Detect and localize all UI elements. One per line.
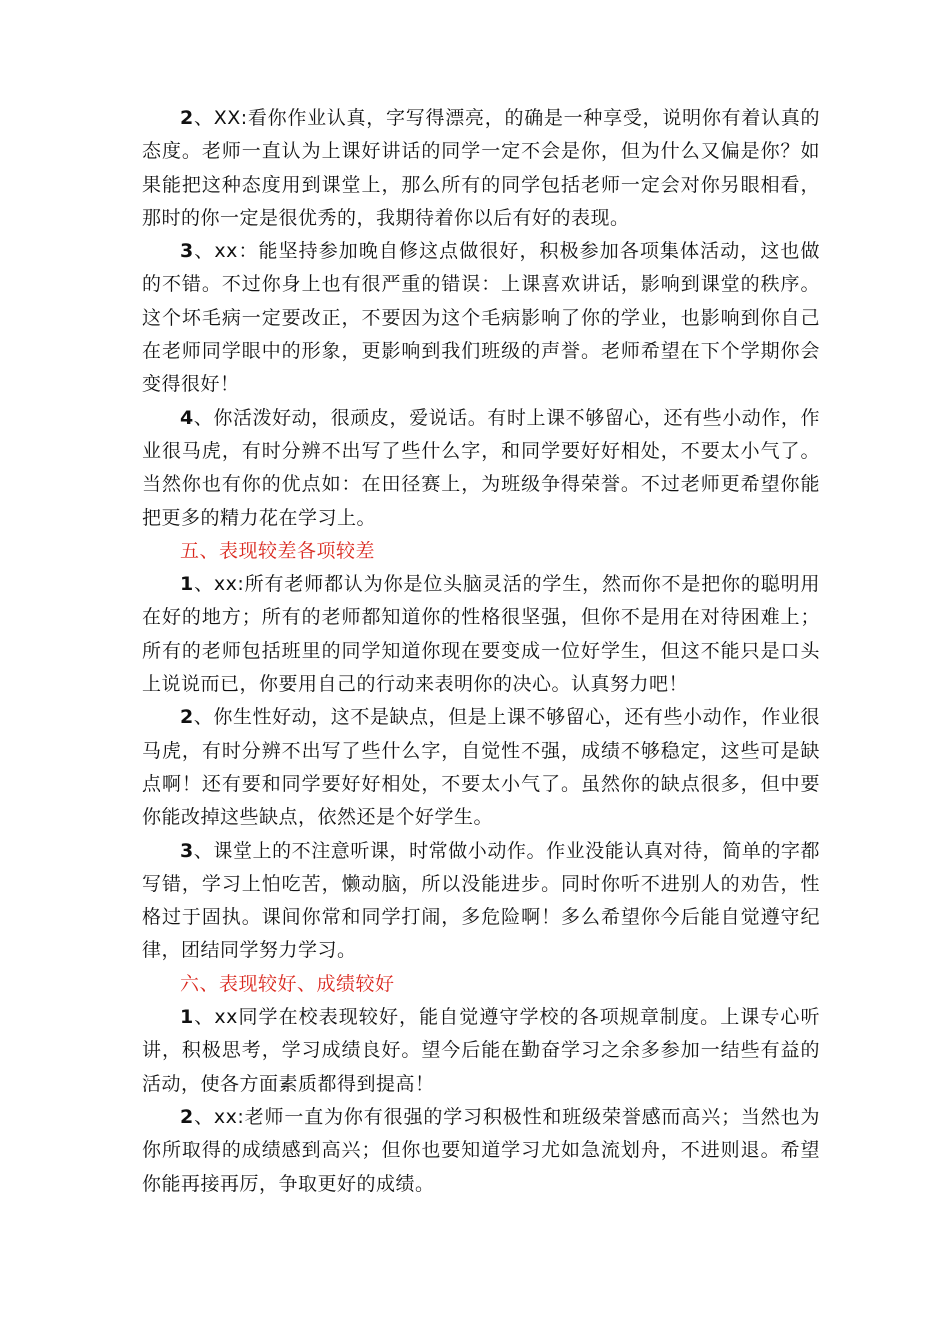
- comment-paragraph: 3、课堂上的不注意听课，时常做小动作。作业没能认真对待，简单的字都写错，学习上怕吃苦，懒动脑，所以没能进步。同时你听不进别人的劝告，性格过于固执。课间你常和同学打闹，多危险啊！多么希望你今后能自觉遵守纪律，团结同学努力学习。: [142, 839, 820, 962]
- comment-paragraph: 2、你生性好动，这不是缺点，但是上课不够留心，还有些小动作，作业很马虎，有时分辨不出写了些什么字，自觉性不强，成绩不够稳定，这些可是缺点啊！还有要和同学要好好相处，不要太小气了。虽然你的缺点很多，但中要你能改掉这些缺点，依然还是个好学生。: [142, 706, 820, 829]
- section-heading: 五、表现较差各项较差: [180, 539, 376, 562]
- document-page: [142, 102, 820, 1201]
- comment-paragraph: 4、你活泼好动，很顽皮，爱说话。有时上课不够留心，还有些小动作，作业很马虎，有时分辨不出写了些什么字，和同学要好好相处，不要太小气了。当然你也有你的优点如：在田径赛上，为班级争得荣誉。不过老师更希望你能把更多的精力花在学习上。: [142, 406, 820, 529]
- comment-paragraph: 1、xx:所有老师都认为你是位头脑灵活的学生，然而你不是把你的聪明用在好的地方；所有的老师都知道你的性格很坚强，但你不是用在对待困难上；所有的老师包括班里的同学知道你现在要变成一位好学生，但这不能只是口头上说说而已，你要用自己的行动来表明你的决心。认真努力吧！: [142, 573, 820, 696]
- comment-paragraph: 3、xx：能坚持参加晚自修这点做很好，积极参加各项集体活动，这也做的不错。不过你身上也有很严重的错误：上课喜欢讲话，影响到课堂的秩序。这个坏毛病一定要改正，不要因为这个毛病影响了你的学业，也影响到你自己在老师同学眼中的形象，更影响到我们班级的声誉。老师希望在下个学期你会变得很好！: [142, 240, 820, 396]
- comment-paragraph: 2、xx:老师一直为你有很强的学习积极性和班级荣誉感而高兴；当然也为你所取得的成绩感到高兴；但你也要知道学习尤如急流划舟，不进则退。希望你能再接再厉，争取更好的成绩。: [142, 1105, 820, 1195]
- section-heading: 六、表现较好、成绩较好: [180, 972, 395, 995]
- comment-paragraph: 2、XX:看你作业认真，字写得漂亮，的确是一种享受，说明你有着认真的态度。老师一直认为上课好讲话的同学一定不会是你，但为什么又偏是你？如果能把这种态度用到课堂上，那么所有的同学包括老师一定会对你另眼相看，那时的你一定是很优秀的，我期待着你以后有好的表现。: [142, 107, 820, 229]
- comment-paragraph: 1、xx同学在校表现较好，能自觉遵守学校的各项规章制度。上课专心听讲，积极思考，学习成绩良好。望今后能在勤奋学习之余多参加一结些有益的活动，使各方面素质都得到提高！: [142, 1006, 820, 1095]
